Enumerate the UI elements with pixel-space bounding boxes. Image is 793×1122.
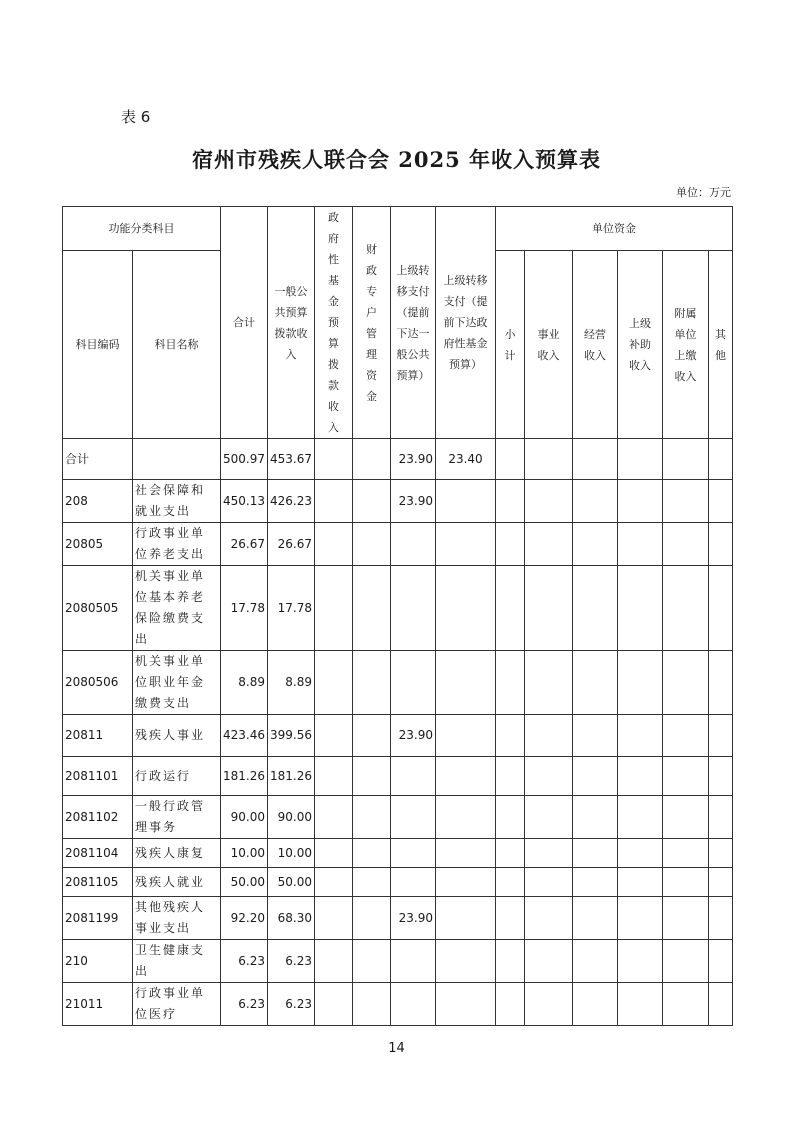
cell-empty: [496, 796, 525, 839]
cell-transfer-general: [391, 839, 436, 868]
header-transfer-general-text: 上级转移支付（提前下达一般公共预算）: [396, 263, 430, 382]
cell-general: 17.78: [268, 566, 315, 651]
table-row: [63, 715, 733, 757]
cell-name: [133, 439, 221, 480]
cell-empty: [618, 897, 663, 940]
cell-transfer-fund: [436, 796, 496, 839]
table-row: [63, 566, 733, 651]
cell-empty: [573, 796, 618, 839]
cell-name: 一般行政管理事务: [133, 796, 221, 839]
cell-transfer-general: 23.90: [391, 480, 436, 523]
cell-empty: [709, 897, 733, 940]
cell-empty: [496, 897, 525, 940]
cell-transfer-fund: [436, 897, 496, 940]
cell-general: 426.23: [268, 480, 315, 523]
cell-empty: [618, 480, 663, 523]
cell-empty: [525, 796, 573, 839]
cell-name: 残疾人康复: [133, 839, 221, 868]
cell-empty: [525, 757, 573, 796]
table-row: [63, 439, 733, 480]
header-unit-funds: 单位资金: [496, 207, 733, 251]
cell-empty: [573, 480, 618, 523]
cell-name: 机关事业单位基本养老保险缴费支出: [133, 566, 221, 651]
cell-empty: [709, 796, 733, 839]
table-body: [63, 439, 733, 1026]
cell-code: 2081101: [63, 757, 133, 796]
cell-fund: [315, 983, 353, 1026]
cell-empty: [525, 651, 573, 715]
table-row: [63, 940, 733, 983]
header-general-budget: [268, 207, 315, 439]
cell-code: 2080505: [63, 566, 133, 651]
table-row: [63, 839, 733, 868]
table-row: [63, 796, 733, 839]
cell-empty: [663, 651, 709, 715]
cell-empty: [663, 566, 709, 651]
cell-total: 17.78: [221, 566, 268, 651]
cell-empty: [709, 940, 733, 983]
header-subsidy-income-text: 上级补助收入: [629, 317, 651, 373]
cell-empty: [709, 480, 733, 523]
cell-total: 500.97: [221, 439, 268, 480]
cell-empty: [525, 523, 573, 566]
cell-empty: [496, 940, 525, 983]
header-other-text: 其他: [715, 327, 727, 362]
cell-transfer-general: [391, 983, 436, 1026]
cell-fund: [315, 897, 353, 940]
cell-special: [353, 566, 391, 651]
header-name: 科目名称: [133, 251, 221, 439]
cell-empty: [573, 523, 618, 566]
cell-general: 50.00: [268, 868, 315, 897]
header-transfer-fund-text: 上级转移支付（提前下达政府性基金预算）: [443, 274, 488, 371]
header-func-class: 功能分类科目: [63, 207, 221, 251]
cell-empty: [496, 868, 525, 897]
table-row: [63, 480, 733, 523]
cell-code: 20805: [63, 523, 133, 566]
cell-transfer-fund: [436, 983, 496, 1026]
cell-empty: [663, 523, 709, 566]
cell-transfer-fund: [436, 940, 496, 983]
cell-empty: [525, 439, 573, 480]
cell-empty: [496, 757, 525, 796]
cell-empty: [618, 839, 663, 868]
cell-empty: [618, 796, 663, 839]
table-number: 表 6: [121, 108, 151, 126]
header-subtotal-text: 小计: [504, 327, 516, 362]
cell-empty: [663, 757, 709, 796]
cell-transfer-general: [391, 796, 436, 839]
cell-special: [353, 715, 391, 757]
cell-total: 181.26: [221, 757, 268, 796]
cell-fund: [315, 940, 353, 983]
cell-empty: [709, 839, 733, 868]
header-affiliated-income: [663, 251, 709, 439]
cell-fund: [315, 839, 353, 868]
cell-total: 26.67: [221, 523, 268, 566]
cell-special: [353, 651, 391, 715]
cell-empty: [663, 439, 709, 480]
header-subsidy-income: [618, 251, 663, 439]
cell-empty: [709, 715, 733, 757]
cell-empty: [573, 757, 618, 796]
cell-code: 20811: [63, 715, 133, 757]
cell-fund: [315, 651, 353, 715]
cell-total: 6.23: [221, 983, 268, 1026]
cell-special: [353, 868, 391, 897]
header-special-account-text: 财政专户管理资金: [366, 242, 377, 403]
cell-empty: [573, 897, 618, 940]
cell-empty: [709, 439, 733, 480]
cell-special: [353, 940, 391, 983]
cell-name: 残疾人就业: [133, 868, 221, 897]
header-business-income: [525, 251, 573, 439]
cell-empty: [496, 715, 525, 757]
cell-empty: [709, 566, 733, 651]
header-business-income-text: 事业收入: [537, 327, 560, 362]
cell-special: [353, 839, 391, 868]
cell-empty: [496, 480, 525, 523]
cell-empty: [709, 983, 733, 1026]
cell-name: 行政运行: [133, 757, 221, 796]
header-transfer-fund: [436, 207, 496, 439]
cell-empty: [618, 757, 663, 796]
cell-transfer-general: [391, 868, 436, 897]
header-fund-budget: [315, 207, 353, 439]
cell-fund: [315, 480, 353, 523]
cell-total: 450.13: [221, 480, 268, 523]
cell-fund: [315, 523, 353, 566]
cell-fund: [315, 566, 353, 651]
cell-transfer-general: [391, 940, 436, 983]
header-operating-income-text: 经营收入: [584, 327, 606, 362]
cell-transfer-general: [391, 651, 436, 715]
cell-special: [353, 439, 391, 480]
cell-transfer-fund: [436, 868, 496, 897]
cell-empty: [663, 983, 709, 1026]
cell-empty: [663, 897, 709, 940]
cell-total: 8.89: [221, 651, 268, 715]
table-row: [63, 983, 733, 1026]
cell-special: [353, 983, 391, 1026]
header-general-budget-text: 一般公共预算拨款收入: [274, 284, 308, 361]
cell-empty: [663, 480, 709, 523]
cell-name: 残疾人事业: [133, 715, 221, 757]
cell-empty: [525, 868, 573, 897]
cell-empty: [618, 940, 663, 983]
cell-code: 2081105: [63, 868, 133, 897]
cell-special: [353, 757, 391, 796]
header-subtotal: [496, 251, 525, 439]
cell-empty: [663, 839, 709, 868]
cell-fund: [315, 715, 353, 757]
cell-transfer-general: 23.90: [391, 439, 436, 480]
cell-empty: [525, 897, 573, 940]
cell-empty: [618, 868, 663, 897]
cell-empty: [663, 796, 709, 839]
page-number: 14: [388, 1041, 405, 1056]
cell-empty: [663, 868, 709, 897]
cell-empty: [709, 868, 733, 897]
cell-empty: [496, 566, 525, 651]
cell-transfer-general: [391, 523, 436, 566]
cell-general: 181.26: [268, 757, 315, 796]
cell-empty: [496, 439, 525, 480]
cell-name: 行政事业单位养老支出: [133, 523, 221, 566]
cell-code: 2081104: [63, 839, 133, 868]
cell-transfer-general: 23.90: [391, 897, 436, 940]
cell-empty: [496, 523, 525, 566]
cell-transfer-fund: 23.40: [436, 439, 496, 480]
cell-transfer-fund: [436, 715, 496, 757]
cell-transfer-general: 23.90: [391, 715, 436, 757]
cell-special: [353, 897, 391, 940]
cell-empty: [618, 715, 663, 757]
cell-fund: [315, 796, 353, 839]
cell-empty: [496, 983, 525, 1026]
cell-empty: [525, 983, 573, 1026]
cell-general: 453.67: [268, 439, 315, 480]
cell-general: 6.23: [268, 983, 315, 1026]
cell-code: 2080506: [63, 651, 133, 715]
cell-general: 8.89: [268, 651, 315, 715]
cell-empty: [573, 439, 618, 480]
table-row: [63, 757, 733, 796]
cell-special: [353, 523, 391, 566]
cell-code: 210: [63, 940, 133, 983]
table-row: [63, 523, 733, 566]
cell-general: 399.56: [268, 715, 315, 757]
cell-empty: [618, 523, 663, 566]
cell-empty: [525, 480, 573, 523]
cell-empty: [573, 566, 618, 651]
cell-general: 6.23: [268, 940, 315, 983]
header-code: 科目编码: [63, 251, 133, 439]
cell-code: 208: [63, 480, 133, 523]
cell-transfer-fund: [436, 566, 496, 651]
header-affiliated-income-text: 附属单位上缴收入: [674, 306, 697, 383]
header-operating-income: [573, 251, 618, 439]
cell-transfer-fund: [436, 523, 496, 566]
cell-transfer-general: [391, 757, 436, 796]
cell-empty: [525, 566, 573, 651]
header-special-account: [353, 207, 391, 439]
cell-empty: [573, 839, 618, 868]
cell-total: 6.23: [221, 940, 268, 983]
cell-code: 2081102: [63, 796, 133, 839]
cell-empty: [618, 439, 663, 480]
unit-label: 单位：万元: [676, 186, 731, 199]
cell-general: 90.00: [268, 796, 315, 839]
header-transfer-general: [391, 207, 436, 439]
cell-code: 合计: [63, 439, 133, 480]
header-total: 合计: [221, 207, 268, 439]
cell-empty: [573, 651, 618, 715]
cell-transfer-fund: [436, 839, 496, 868]
cell-total: 10.00: [221, 839, 268, 868]
header-other: [709, 251, 733, 439]
cell-fund: [315, 868, 353, 897]
cell-total: 90.00: [221, 796, 268, 839]
cell-code: 2081199: [63, 897, 133, 940]
cell-empty: [525, 940, 573, 983]
cell-total: 423.46: [221, 715, 268, 757]
cell-empty: [496, 839, 525, 868]
cell-empty: [573, 940, 618, 983]
cell-empty: [618, 651, 663, 715]
cell-fund: [315, 757, 353, 796]
cell-name: 社会保障和就业支出: [133, 480, 221, 523]
cell-empty: [496, 651, 525, 715]
cell-total: 92.20: [221, 897, 268, 940]
cell-empty: [525, 839, 573, 868]
income-budget-table: [62, 206, 733, 1026]
cell-empty: [709, 523, 733, 566]
cell-transfer-general: [391, 566, 436, 651]
cell-general: 10.00: [268, 839, 315, 868]
cell-name: 其他残疾人事业支出: [133, 897, 221, 940]
cell-empty: [573, 983, 618, 1026]
cell-empty: [573, 715, 618, 757]
cell-code: 21011: [63, 983, 133, 1026]
cell-empty: [709, 757, 733, 796]
cell-empty: [663, 715, 709, 757]
header-fund-budget-text: 政府性基金预算拨款收入: [328, 211, 339, 434]
cell-empty: [709, 651, 733, 715]
cell-special: [353, 480, 391, 523]
table-row: [63, 897, 733, 940]
document-title: 宿州市残疾人联合会 2025 年收入预算表: [191, 147, 602, 172]
cell-transfer-fund: [436, 480, 496, 523]
table-row: [63, 651, 733, 715]
cell-general: 68.30: [268, 897, 315, 940]
cell-empty: [663, 940, 709, 983]
cell-empty: [573, 868, 618, 897]
cell-transfer-fund: [436, 651, 496, 715]
cell-name: 机关事业单位职业年金缴费支出: [133, 651, 221, 715]
cell-total: 50.00: [221, 868, 268, 897]
cell-special: [353, 796, 391, 839]
cell-empty: [525, 715, 573, 757]
cell-name: 卫生健康支出: [133, 940, 221, 983]
cell-empty: [618, 983, 663, 1026]
cell-empty: [618, 566, 663, 651]
cell-general: 26.67: [268, 523, 315, 566]
cell-transfer-fund: [436, 757, 496, 796]
table-row: [63, 868, 733, 897]
cell-fund: [315, 439, 353, 480]
cell-name: 行政事业单位医疗: [133, 983, 221, 1026]
